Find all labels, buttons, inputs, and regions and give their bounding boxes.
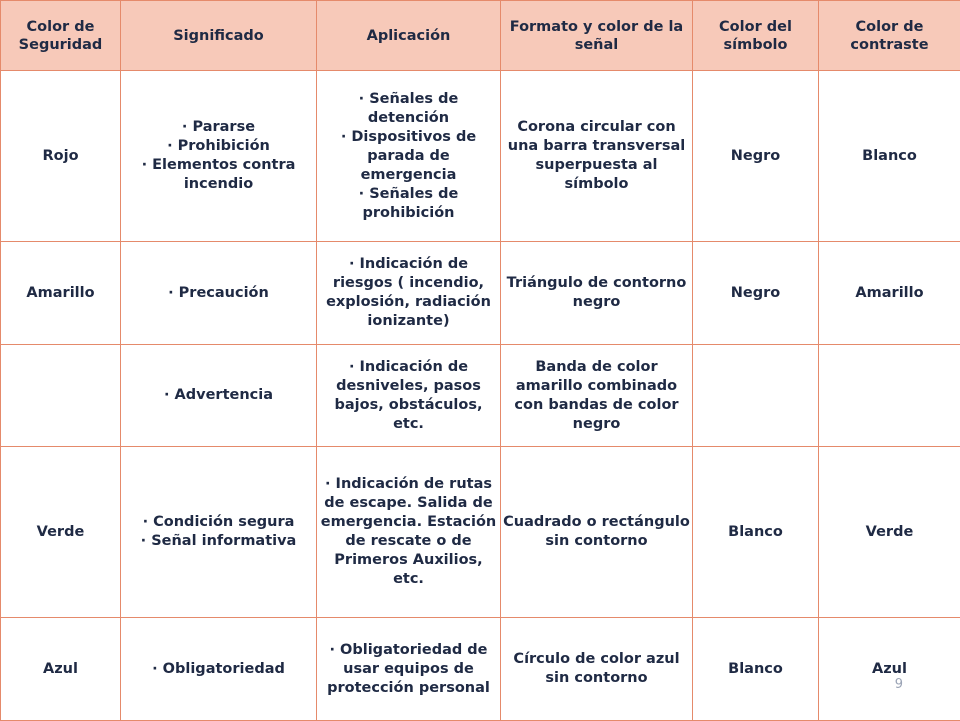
cell-aplicacion (317, 242, 501, 345)
significado-line: · Pararse (123, 118, 314, 137)
cell-significado (121, 345, 317, 447)
header-formato: Formato y color de la señal (501, 1, 693, 71)
aplicacion-line: · Señales de detención (319, 90, 498, 128)
page-number: 9 (895, 677, 903, 692)
cell-simbolo (693, 345, 819, 447)
significado-line: · Condición segura (123, 513, 314, 532)
cell-formato: Círculo de color azul sin contorno (501, 618, 693, 721)
significado-line: · Obligatoriedad (123, 660, 314, 679)
cell-significado (121, 447, 317, 618)
cell-significado (121, 618, 317, 721)
aplicacion-line: · Indicación de riesgos ( incendio, explosión, radiación ionizante) (319, 255, 498, 331)
header-color-de-seguridad: Color de Seguridad (1, 1, 121, 71)
cell-contraste: Verde (819, 447, 960, 618)
cell-simbolo: Negro (693, 242, 819, 345)
significado-line: · Advertencia (123, 386, 314, 405)
table-row-amarillo (1, 242, 960, 345)
cell-aplicacion (317, 71, 501, 242)
cell-formato: Banda de color amarillo combinado con bandas de color negro (501, 345, 693, 447)
cell-significado (121, 71, 317, 242)
cell-simbolo: Blanco (693, 618, 819, 721)
cell-contraste: Amarillo (819, 242, 960, 345)
cell-contraste: Azul (819, 618, 960, 721)
header-row (1, 1, 960, 71)
aplicacion-line: · Señales de prohibición (319, 185, 498, 223)
cell-color: Rojo (1, 71, 121, 242)
significado-line: · Señal informativa (123, 532, 314, 551)
header-color-simbolo: Color del símbolo (693, 1, 819, 71)
table-row-rojo (1, 71, 960, 242)
header-color-contraste: Color de contraste (819, 1, 960, 71)
table-row-verde (1, 447, 960, 618)
table-row-advertencia (1, 345, 960, 447)
cell-color: Amarillo (1, 242, 121, 345)
cell-formato: Corona circular con una barra transversal superpuesta al símbolo (501, 71, 693, 242)
aplicacion-line: · Dispositivos de parada de emergencia (319, 128, 498, 185)
cell-contraste: Blanco (819, 71, 960, 242)
cell-contraste (819, 345, 960, 447)
significado-line: · Precaución (123, 284, 314, 303)
header-aplicacion: Aplicación (317, 1, 501, 71)
aplicacion-line: · Obligatoriedad de usar equipos de protección personal (319, 641, 498, 698)
cell-simbolo: Blanco (693, 447, 819, 618)
cell-significado (121, 242, 317, 345)
header-significado: Significado (121, 1, 317, 71)
cell-color: Azul (1, 618, 121, 721)
cell-simbolo: Negro (693, 71, 819, 242)
cell-formato: Cuadrado o rectángulo sin contorno (501, 447, 693, 618)
cell-aplicacion (317, 618, 501, 721)
cell-color (1, 345, 121, 447)
significado-line: · Prohibición (123, 137, 314, 156)
table-row-azul (1, 618, 960, 721)
aplicacion-line: · Indicación de desniveles, pasos bajos, obstáculos, etc. (319, 358, 498, 434)
cell-formato: Triángulo de contorno negro (501, 242, 693, 345)
cell-color: Verde (1, 447, 121, 618)
aplicacion-line: · Indicación de rutas de escape. Salida de emergencia. Estación de rescate o de Primeros Auxilios, etc. (319, 475, 498, 589)
cell-aplicacion (317, 345, 501, 447)
significado-line: · Elementos contra incendio (123, 156, 314, 194)
cell-aplicacion (317, 447, 501, 618)
